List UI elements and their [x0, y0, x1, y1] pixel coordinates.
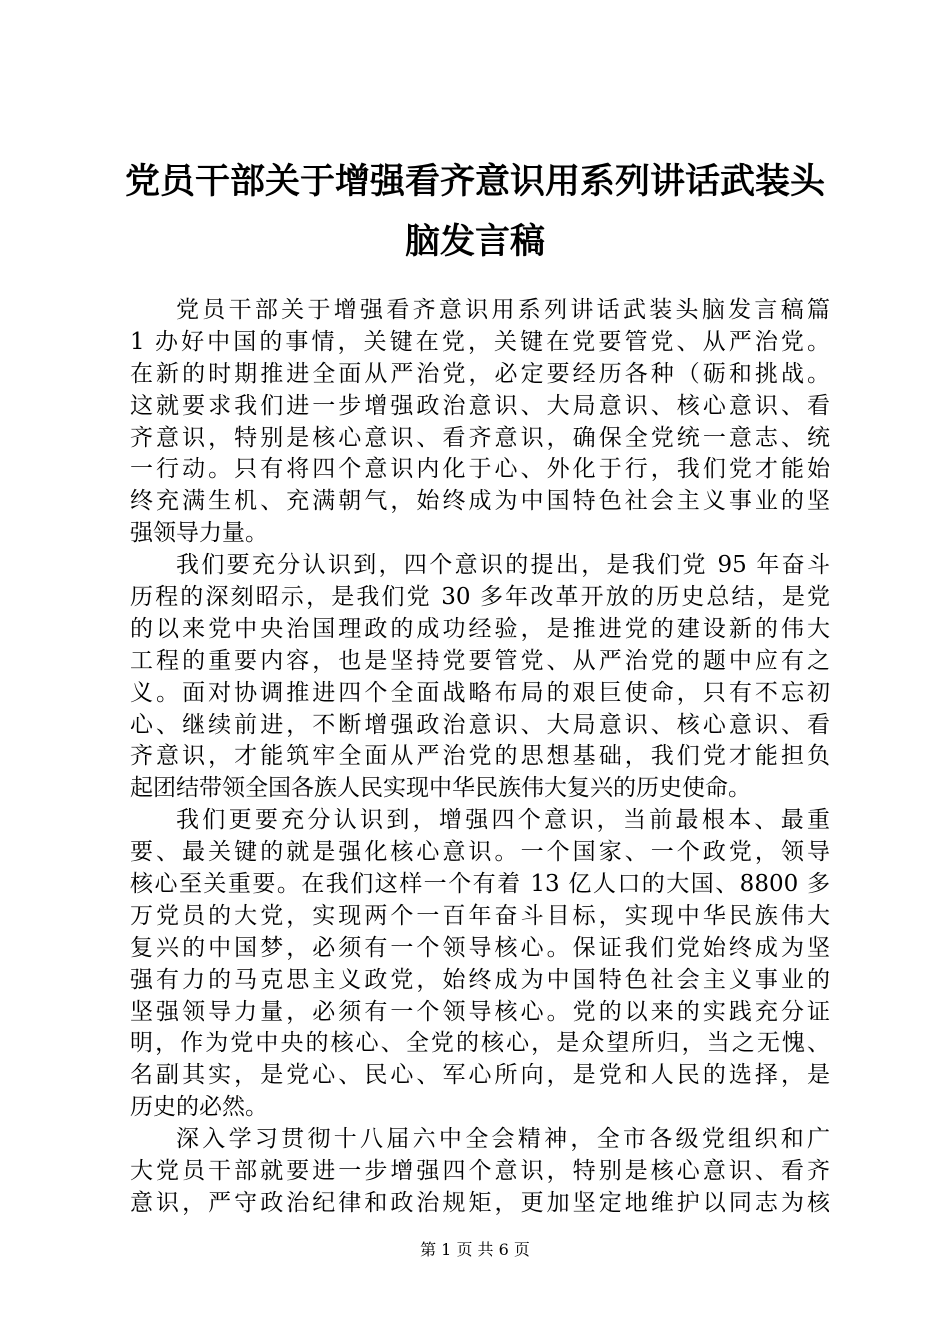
text-line: 明，作为党中央的核心、全党的核心，是众望所归，当之无愧、 — [130, 1030, 830, 1057]
text-line: 意识，严守政治纪律和政治规矩，更加坚定地维护以同志为核 — [130, 1189, 830, 1216]
text-line: 一行动。只有将四个意识内化于心、外化于行，我们党才能始 — [130, 456, 830, 483]
text-line: 党员干部关于增强看齐意识用系列讲话武装头脑发言稿篇 — [176, 297, 830, 323]
text-line: 工程的重要内容，也是坚持党要管党、从严治党的题中应有之 — [130, 647, 830, 674]
page-footer: 第 1 页 共 6 页 — [420, 1240, 530, 1259]
text-line: 深入学习贯彻十八届六中全会精神，全市各级党组织和广 — [176, 1126, 830, 1153]
text-line: 我们更要充分认识到，增强四个意识，当前最根本、最重 — [176, 807, 830, 834]
text-line: 齐意识，才能筑牢全面从严治党的思想基础，我们党才能担负 — [130, 743, 830, 770]
paragraph — [130, 1124, 830, 1220]
paragraph — [130, 550, 830, 805]
document-title-line-1: 党员干部关于增强看齐意识用系列讲话武装头 — [124, 162, 825, 202]
text-line: 复兴的中国梦，必须有一个领导核心。保证我们党始终成为坚 — [130, 934, 830, 961]
text-line: 要、最关键的就是强化核心意识。一个国家、一个政党，领导 — [130, 839, 830, 866]
text-line: 万党员的大党，实现两个一百年奋斗目标，实现中华民族伟大 — [130, 902, 830, 929]
text-line: 的以来党中央治国理政的成功经验，是推进党的建设新的伟大 — [130, 615, 830, 642]
text-line: 在新的时期推进全面从严治党，必定要经历各种（砺和挑战。 — [130, 360, 830, 387]
text-line: 大党员干部就要进一步增强四个意识，特别是核心意识、看齐 — [130, 1158, 830, 1185]
text-line: 齐意识，特别是核心意识、看齐意识，确保全党统一意志、统 — [130, 424, 830, 451]
paragraph — [130, 805, 830, 1124]
document-body — [130, 295, 830, 1220]
text-line: 历程的深刻昭示，是我们党 30 多年改革开放的历史总结，是党 — [130, 584, 830, 611]
text-line: 起团结带领全国各族人民实现中华民族伟大复兴的历史使命。 — [130, 775, 751, 802]
text-line: 核心至关重要。在我们这样一个有着 13 亿人口的大国、8800 多 — [130, 871, 830, 898]
text-line: 强有力的马克思主义政党，始终成为中国特色社会主义事业的 — [130, 966, 830, 993]
text-line: 义。面对协调推进四个全面战略布局的艰巨使命，只有不忘初 — [130, 679, 830, 706]
text-line: 心、继续前进，不断增强政治意识、大局意识、核心意识、看 — [130, 711, 830, 738]
text-line: 历史的必然。 — [130, 1094, 268, 1121]
text-line: 强领导力量。 — [130, 520, 268, 547]
text-line: 1 办好中国的事情，关键在党，关键在党要管党、从严治党。 — [130, 328, 830, 355]
text-line: 我们要充分认识到，四个意识的提出，是我们党 95 年奋斗 — [176, 552, 830, 579]
document-title-line-2: 脑发言稿 — [404, 222, 545, 262]
text-line: 坚强领导力量，必须有一个领导核心。党的以来的实践充分证 — [130, 998, 830, 1025]
text-line: 终充满生机、充满朝气，始终成为中国特色社会主义事业的坚 — [130, 488, 830, 515]
paragraph — [130, 295, 830, 550]
text-line: 名副其实，是党心、民心、军心所向，是党和人民的选择，是 — [130, 1062, 830, 1089]
text-line: 这就要求我们进一步增强政治意识、大局意识、核心意识、看 — [130, 392, 830, 419]
